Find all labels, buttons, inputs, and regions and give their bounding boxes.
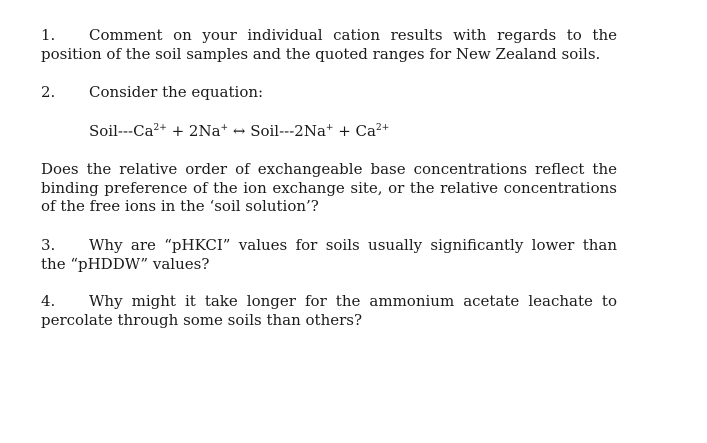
q2-text-line-2: binding preference of the ion exchange site, or the relative concentrations: [41, 179, 617, 197]
eq-plus-2: + Ca: [333, 122, 376, 140]
q4-line-1: [41, 292, 617, 310]
eq-arrow: ↔: [228, 122, 251, 140]
eq-na-charge: +: [220, 123, 229, 133]
q1-line-1: [41, 26, 617, 44]
q3-text-line-1: Why are “pHKCI” values for soils usually significantly lower than: [89, 236, 617, 254]
q4-text-line-2: percolate through some soils than others?: [41, 311, 363, 329]
q2-intro: Consider the equation:: [89, 83, 264, 101]
eq-plus-1: + 2Na: [166, 122, 221, 140]
q2-equation: [89, 122, 389, 140]
eq-right-charge: 2+: [375, 123, 390, 133]
q3-line-1: [41, 236, 617, 254]
eq-right-prefix: Soil---2Na: [250, 122, 326, 140]
q1-number: 1.: [41, 26, 56, 44]
q2-text-line-1: Does the relative order of exchangeable base concentrations reflect the: [41, 160, 617, 178]
q2-intro-line: [41, 83, 263, 101]
q1-text-line-1: Comment on your individual cation results with regards to the: [89, 26, 617, 44]
q1-text-line-2: position of the soil samples and the quoted ranges for New Zealand soils.: [41, 45, 601, 63]
q4-number: 4.: [41, 292, 56, 310]
q3-number: 3.: [41, 236, 56, 254]
q2-text-line-3: of the free ions in the ‘soil solution’?: [41, 197, 319, 215]
q4-text-line-1: Why might it take longer for the ammonium acetate leachate to: [89, 292, 617, 310]
eq-left-prefix: Soil---Ca: [89, 122, 154, 140]
eq-right-na-charge: +: [325, 123, 334, 133]
eq-left-charge: 2+: [153, 123, 167, 133]
q2-number: 2.: [41, 83, 56, 101]
q3-text-line-2: the “pHDDW” values?: [41, 255, 210, 273]
